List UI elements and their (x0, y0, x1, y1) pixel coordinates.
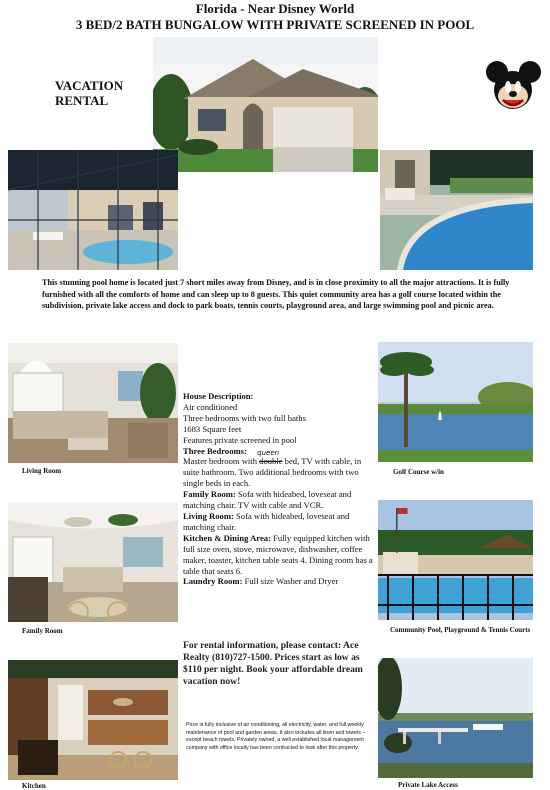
flyer-subtitle: 3 BED/2 BATH BUNGALOW WITH PRIVATE SCREENED IN POOL (75, 17, 475, 32)
fine-print: Price is fully inclusive of air conditioning, all electricity, water, and full weekly maintenance of pool and garden areas. It also includes all linen and towels -- except beach towels. Privately owned, a well established local management company with office locally has been contracted to look after this property. (186, 722, 366, 752)
bedrooms-heading: Three Bedrooms: (183, 445, 247, 456)
living-room-text: Living Room: Sofa with hideabed, loveseat and matching chair. (183, 510, 350, 532)
family-room-photo (8, 502, 178, 622)
house-line-bedrooms: Three bedrooms with two full baths (183, 412, 306, 423)
lake-access-caption: Private Lake Access (398, 781, 458, 789)
handwritten-correction: queen (257, 449, 280, 458)
community-pool-caption: Community Pool, Playground & Tennis Courts (390, 626, 531, 634)
lake-access-photo (378, 658, 533, 778)
screened-pool-photo (8, 150, 178, 270)
kitchen-photo (8, 660, 178, 780)
bedrooms-text: Master bedroom with queen double bed, TV with cable, in suite bathroom. Two additional bedrooms with two single beds in each. (183, 449, 362, 489)
house-line-ac: Air conditioned (183, 401, 238, 412)
house-description-heading: House Description: (183, 391, 254, 401)
family-room-text: Family Room: Sofa with hideabed, loveseat and matching chair. TV with cable and VCR. (183, 489, 352, 511)
struck-word: queen double (257, 449, 283, 467)
living-room-photo (8, 343, 178, 463)
family-room-caption: Family Room (22, 627, 63, 635)
house-front-photo (153, 37, 378, 172)
kitchen-caption: Kitchen (22, 782, 46, 790)
house-description (183, 391, 373, 587)
kitchen-text: Kitchen & Dining Area: Fully equipped kitchen with full size oven, stove, microwave, dishwasher, coffee maker, toaster, kitchen table seats 4. Dining room has a table that seats 6. (183, 532, 373, 576)
living-room-caption: Living Room (22, 467, 62, 475)
golf-course-photo (378, 342, 533, 462)
community-pool-photo (378, 500, 533, 620)
contact-info: For rental information, please contact: Ace Realty (810)727-1500. Prices start as low as $110 per night. Book your affordable dream vacation now! (183, 640, 363, 687)
house-line-sqft: 1683 Square feet (183, 423, 242, 434)
vacation-rental-label: VACATION RENTAL (55, 78, 124, 108)
house-line-pool: Features private screened in pool (183, 434, 297, 445)
golf-course-caption: Golf Course w/in (393, 468, 444, 476)
intro-paragraph: This stunning pool home is located just 7 short miles away from Disney, and is in close proximity to all the major attractions. It is fully furnished with all the comforts of home and can sleep up to 8 guests. This quiet community area has a golf course located within the subdivision, private lake access and dock to park boats, tennis courts, playground area, and large swimming pool and picnic area. (42, 278, 510, 310)
pool-deck-photo (380, 150, 533, 270)
flyer-title: Florida - Near Disney World (195, 1, 355, 16)
laundry-text: Laundry Room: Full size Washer and Dryer (183, 576, 339, 587)
mickey-mouse-icon (485, 60, 542, 112)
